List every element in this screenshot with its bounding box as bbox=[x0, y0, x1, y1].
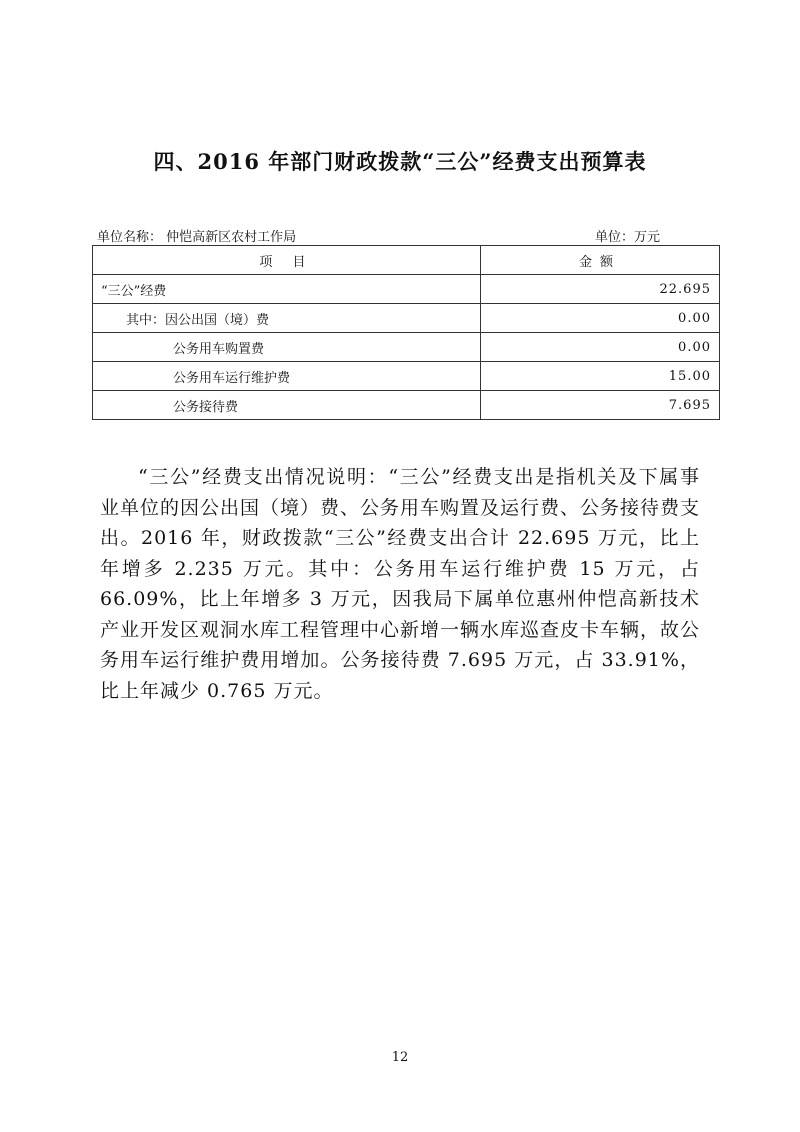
row-item: 公务接待费 bbox=[93, 391, 481, 420]
row-item: 公务用车运行维护费 bbox=[93, 362, 481, 391]
row-amount: 22.695 bbox=[481, 275, 720, 304]
row-amount: 0.00 bbox=[481, 304, 720, 333]
unit-name: 单位名称： 仲恺高新区农村工作局 bbox=[97, 230, 297, 245]
row-amount: 7.695 bbox=[481, 391, 720, 420]
currency-unit: 单位：万元 bbox=[595, 230, 661, 245]
row-item: 公务用车购置费 bbox=[93, 333, 481, 362]
table-row bbox=[93, 275, 720, 304]
row-amount: 0.00 bbox=[481, 333, 720, 362]
row-item: “三公”经费 bbox=[93, 275, 481, 304]
page-number: 12 bbox=[391, 1050, 409, 1065]
budget-table bbox=[92, 245, 720, 420]
explanation-paragraph: “三公”经费支出情况说明：“三公”经费支出是指机关及下属事业单位的因公出国（境）费、公务用车购置及运行费、公务接待费支出。2016 年，财政拨款“三公”经费支出合计 22.695 万元，比上年增多 2.235 万元。其中：公务用车运行维护费 15 万元，占 66.09%，比上年增多 3 万元，因我局下属单位惠州仲恺高新技术产业开发区观洞水库工程管理中心新增一辆水库巡查皮卡车辆，故公务用车运行维护费用增加。公务接待费 7.695 万元，占 33.91%，比上年减少 0.765 万元。 bbox=[100, 466, 701, 702]
table-row bbox=[93, 362, 720, 391]
page-title: 四、2016 年部门财政拨款“三公”经费支出预算表 bbox=[153, 149, 647, 174]
row-amount: 15.00 bbox=[481, 362, 720, 391]
header-item: 项 目 bbox=[93, 246, 481, 275]
table-meta bbox=[97, 226, 717, 244]
row-item: 其中：因公出国（境）费 bbox=[93, 304, 481, 333]
table-row bbox=[93, 333, 720, 362]
header-amount: 金额 bbox=[481, 246, 720, 275]
table-row bbox=[93, 391, 720, 420]
table-row bbox=[93, 304, 720, 333]
table-header-row bbox=[93, 246, 720, 275]
